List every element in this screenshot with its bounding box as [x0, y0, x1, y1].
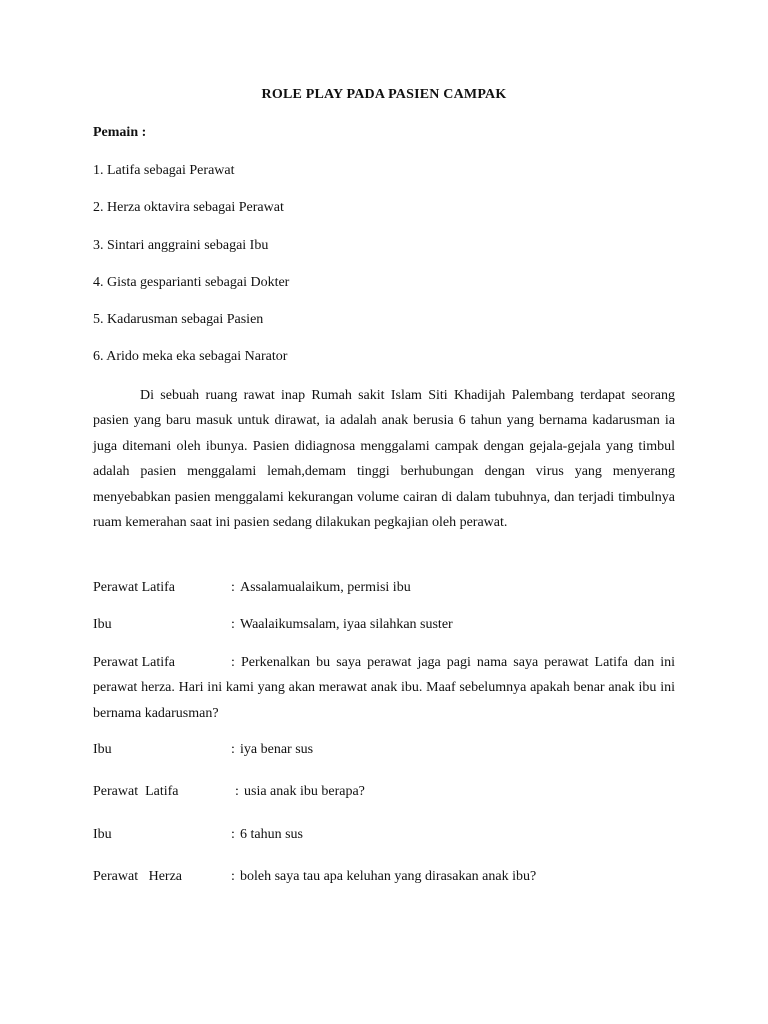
speaker-colon: :	[231, 655, 235, 670]
dialogue-text: Waalaikumsalam, iyaa silahkan suster	[240, 617, 453, 632]
cast-member: 1. Latifa sebagai Perawat	[93, 163, 235, 178]
speaker-colon: :	[231, 827, 235, 842]
dialogue-text: 6 tahun sus	[240, 827, 303, 842]
speaker-name: Perawat Latifa	[93, 784, 179, 799]
cast-member: 2. Herza oktavira sebagai Perawat	[93, 200, 284, 215]
speaker-name: Perawat Latifa	[93, 580, 176, 595]
dialogue-line	[93, 822, 675, 848]
cast-heading: Pemain :	[93, 125, 147, 140]
speaker-colon: :	[231, 742, 235, 757]
dialogue-text: Assalamualaikum, permisi ibu	[240, 580, 411, 595]
dialogue-text: iya benar sus	[240, 742, 314, 757]
dialogue-text: boleh saya tau apa keluhan yang dirasakan anak ibu?	[240, 869, 537, 884]
dialogue-line	[93, 650, 675, 726]
dialogue-line	[93, 575, 675, 601]
dialogue-line	[93, 737, 675, 763]
cast-member: 5. Kadarusman sebagai Pasien	[93, 312, 264, 327]
speaker-colon: :	[235, 784, 239, 799]
speaker-name: Perawat Latifa	[93, 655, 176, 670]
cast-member: 4. Gista gesparianti sebagai Dokter	[93, 275, 290, 290]
cast-member: 3. Sintari anggraini sebagai Ibu	[93, 238, 269, 253]
dialogue-text: Perkenalkan bu saya perawat jaga pagi nama saya perawat Latifa dan ini perawat herza. Hari ini kami yang akan merawat anak ibu. Maaf sebelumnya apakah benar anak ibu ini bernama kadarusman?	[93, 655, 676, 721]
speaker-name: Perawat Herza	[93, 869, 183, 884]
narration-paragraph: Di sebuah ruang rawat inap Rumah sakit Islam Siti Khadijah Palembang terdapat seorang pasien yang baru masuk untuk dirawat, ia adalah anak berusia 6 tahun yang bernama kadarusman ia juga ditemani oleh ibunya. Pasien didiagnosa menggalami campak dengan gejala-gejala yang timbul adalah pasien menggalami lemah,demam tinggi berhubungan dengan virus yang menyerang menyebabkan pasien menggalami kekurangan volume cairan di dalam tubuhnya, dan terjadi timbulnya ruam kemerahan saat ini pasien sedang dilakukan pegkajian oleh perawat.	[93, 388, 675, 531]
speaker-colon: :	[231, 580, 235, 595]
dialogue-line	[93, 864, 675, 890]
dialogue-text: usia anak ibu berapa?	[244, 784, 365, 799]
cast-member: 6. Arido meka eka sebagai Narator	[93, 349, 288, 364]
speaker-name: Ibu	[93, 742, 112, 757]
speaker-colon: :	[231, 869, 235, 884]
document-title: ROLE PLAY PADA PASIEN CAMPAK	[261, 87, 507, 102]
dialogue-line	[93, 612, 675, 638]
dialogue-line	[93, 779, 675, 805]
speaker-name: Ibu	[93, 617, 112, 632]
speaker-colon: :	[231, 617, 235, 632]
speaker-name: Ibu	[93, 827, 112, 842]
